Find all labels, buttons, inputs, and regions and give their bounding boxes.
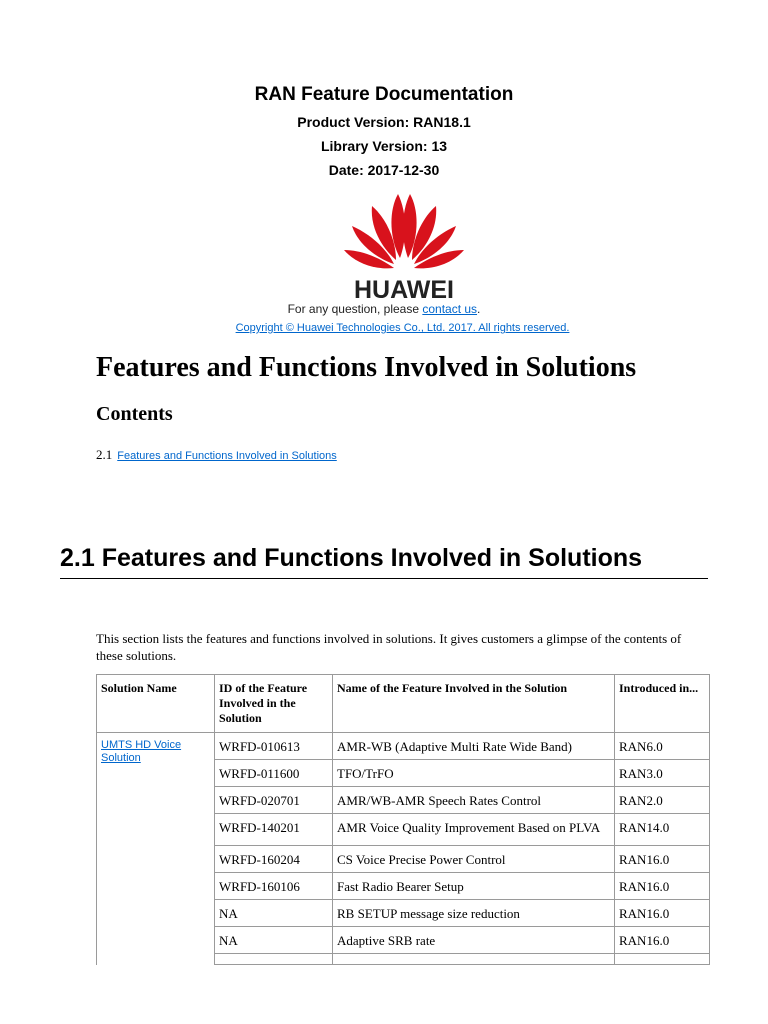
header-feature-name: Name of the Feature Involved in the Solution [333,675,615,733]
library-version: Library Version: 13 [320,138,448,154]
feature-id-cell: WRFD-010613 [215,733,333,760]
solution-link[interactable]: UMTS HD Voice Solution [101,739,182,764]
contact-suffix: . [477,302,481,316]
section-heading: 2.1 Features and Functions Involved in Solutions [60,543,708,579]
huawei-wordmark: HUAWEI [354,276,454,304]
feature-name-cell: AMR Voice Quality Improvement Based on PLVA [333,814,615,846]
introduced-cell: RAN16.0 [615,900,710,927]
feature-name-cell: AMR/WB-AMR Speech Rates Control [333,787,615,814]
document-date: Date: 2017-12-30 [328,162,440,178]
feature-id-cell: NA [215,900,333,927]
feature-id-cell [215,954,333,965]
feature-name-cell [333,954,615,965]
section-intro: This section lists the features and functions involved in solutions. It gives customers a glimpse of the contents of these solutions. [96,631,682,663]
feature-id-cell: WRFD-011600 [215,760,333,787]
copyright-link[interactable]: Copyright © Huawei Technologies Co., Ltd. 2017. All rights reserved. [235,322,570,334]
introduced-cell [615,954,710,965]
product-version: Product Version: RAN18.1 [297,114,471,130]
feature-id-cell: NA [215,927,333,954]
introduced-cell: RAN6.0 [615,733,710,760]
toc-item [96,447,337,463]
contact-us-link[interactable]: contact us [422,302,478,316]
introduced-cell: RAN16.0 [615,927,710,954]
feature-name-cell: TFO/TrFO [333,760,615,787]
feature-name-cell: CS Voice Precise Power Control [333,846,615,873]
huawei-logo [338,188,470,304]
document-title: RAN Feature Documentation [254,84,514,105]
copyright-line [0,322,768,334]
feature-id-cell: WRFD-140201 [215,814,333,846]
feature-name-cell: AMR-WB (Adaptive Multi Rate Wide Band) [333,733,615,760]
page-heading: Features and Functions Involved in Solutions [96,352,637,383]
header-feature-id: ID of the Feature Involved in the Solution [215,675,333,733]
introduced-cell: RAN2.0 [615,787,710,814]
header-solution-name: Solution Name [97,675,215,733]
introduced-cell: RAN3.0 [615,760,710,787]
contact-prefix: For any question, please [287,302,423,316]
toc-item-link[interactable]: Features and Functions Involved in Solutions [117,450,337,462]
feature-id-cell: WRFD-160106 [215,873,333,900]
solution-cell [97,733,215,965]
table-header-row [97,675,710,733]
feature-id-cell: WRFD-160204 [215,846,333,873]
huawei-petals-icon [344,194,464,268]
feature-id-cell: WRFD-020701 [215,787,333,814]
toc-item-number: 2.1 [96,447,113,462]
introduced-cell: RAN16.0 [615,846,710,873]
introduced-cell: RAN16.0 [615,873,710,900]
header-introduced-in: Introduced in... [615,675,710,733]
feature-name-cell: RB SETUP message size reduction [333,900,615,927]
contents-heading: Contents [96,403,173,425]
feature-name-cell: Adaptive SRB rate [333,927,615,954]
table-row [97,733,710,760]
introduced-cell: RAN14.0 [615,814,710,846]
features-table [96,674,710,965]
feature-name-cell: Fast Radio Bearer Setup [333,873,615,900]
contact-line [0,302,768,316]
